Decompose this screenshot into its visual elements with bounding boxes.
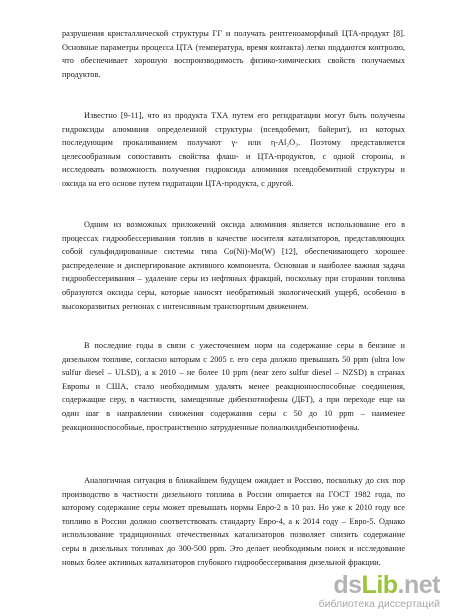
paragraph-2: Известно [9-11], что из продукта ТХА путем его регидратации могут быть получены гидроксиды алюминия определенной структуры (псевдобемит, байерит), из которых последующим прокаливанием получают γ- или η-Al₂O₃. Поэтому представляется целесообразным сопоставить свойства флаш- и ЦТА-продуктов, с одной стороны, и исследовать возможность получения гидроксида алюминия псевдобемитной структуры и оксида на его основе путем гидратации ЦТА-продукта, с другой. xyxy=(62,111,405,188)
watermark xyxy=(319,572,440,610)
paragraph-3: Одним из возможных приложений оксида алюминия является использование его в процессах гидрообессеривания топлив в качестве носителя катализаторов, представляющих собой сульфидированные системы типа Co(Ni)-Mo(W) [12], обеспечивающего хорошее распределение и диспергирование активного компонента. Основная и наиболее важная задача гидрообессеривания – удаление серы из нефтяных фракций, поскольку при сгорании топлива образуются оксиды серы, которые наносят необратимый экологический ущерб, особенно в высокоразвитых регионах с интенсивным транспортным движением. xyxy=(62,220,405,311)
paragraph-4: В последние годы в связи с ужесточением норм на содержание серы в бензине и дизельном топливе, согласно которым с 2005 г. его сера должно превышать 50 ppm (ultra low sulfur diesel – ULSD), а к 2010 – не более 10 ppm (near zero sulfur diesel – NZSD) в странах Европы и США, стало необходимым удалять менее реакционноспособные соединения, содержащие серу, в частности, замещенные дибензотиофены (ДБТ), а при переходе еще на один шаг в направлении снижения содержания серы с 50 до 10 ppm – наименее реакционноспособные, пространственно затрудненные полиалкилдибензотиофены. xyxy=(62,341,405,432)
paragraph-1: разрушения кристаллической структуры ГГ и получать рентгеноаморфный ЦТА-продукт [8]. Основные параметры процесса ЦТА (температура, время контакта) легко поддаются контролю, что обеспечивает хорошую воспроизводимость физико-химических свойств получаемых продуктов. xyxy=(62,29,405,79)
watermark-caption: библиотека диссертаций xyxy=(318,598,440,610)
paragraph-5: Аналогичная ситуация в ближайшем будущем ожидает и Россию, поскольку до сих пор производство в частности дизельного топлива в России опирается на ГОСТ 1982 года, по которому содержание серы может превышать нормы Евро-2 в 10 раз. Но уже к 2010 году все топливо в России должно соответствовать стандарту Евро-4, а к 2014 году – Евро-5. Однако использование традиционных отечественных катализаторов позволяет снизить содержание серы в дизельных топливах до 300-500 ppm. Это делает необходимым поиск и исследование новых более активных катализаторов глубокого гидрообессеривания дизельной фракции. xyxy=(62,476,405,567)
watermark-logo: dsLib.net xyxy=(333,571,440,599)
